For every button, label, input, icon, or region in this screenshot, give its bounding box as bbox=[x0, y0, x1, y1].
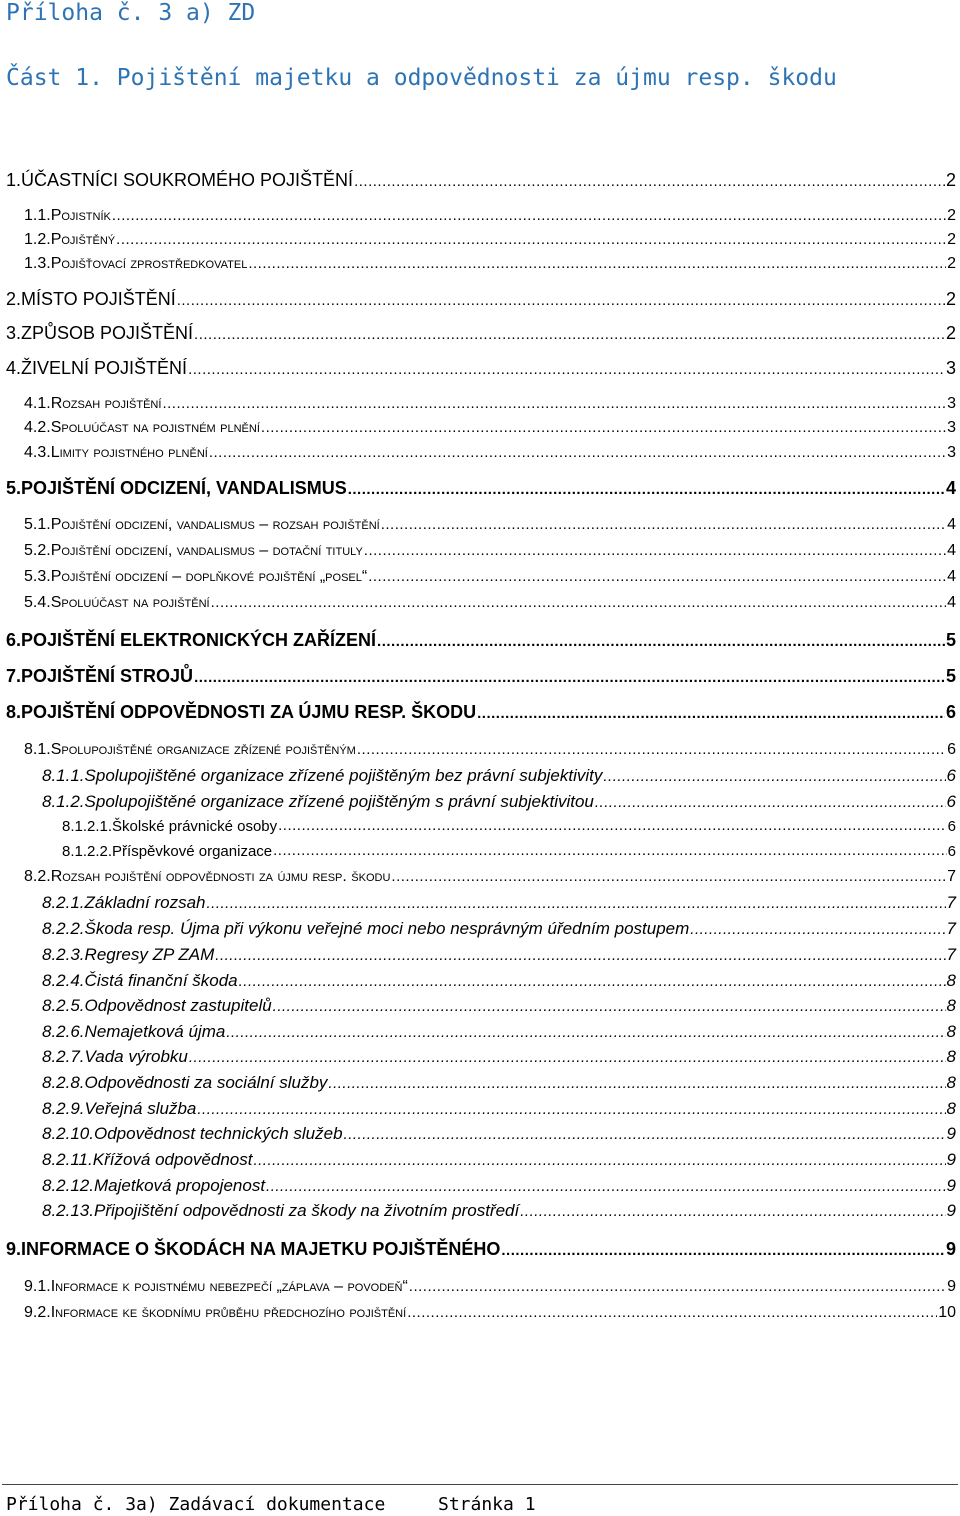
toc-entry[interactable] bbox=[24, 419, 956, 437]
toc-dot-leader bbox=[368, 569, 946, 586]
toc-entry-title: spoluúčast na pojistném plnění bbox=[50, 419, 260, 436]
toc-entry-page: 8 bbox=[946, 971, 956, 990]
toc-entry-page: 9 bbox=[946, 1176, 956, 1195]
toc-entry-title: Křížová odpovědnost bbox=[92, 1150, 253, 1169]
toc-entry-number: 5.4. bbox=[24, 594, 51, 611]
toc-dot-leader bbox=[194, 327, 945, 344]
toc-entry-page: 6 bbox=[947, 741, 956, 758]
toc-entry-title: Nemajetková újma bbox=[84, 1022, 226, 1041]
toc-dot-leader bbox=[501, 1243, 945, 1260]
toc-entry-number: 3. bbox=[6, 323, 22, 343]
toc-entry-page: 4 bbox=[947, 542, 956, 559]
toc-entry-number: 5.3. bbox=[24, 568, 51, 585]
toc-dot-leader bbox=[328, 1076, 945, 1093]
toc-entry-title: Odpovědnost technických služeb bbox=[94, 1124, 343, 1143]
toc-entry[interactable] bbox=[42, 893, 956, 913]
toc-dot-leader bbox=[477, 706, 945, 723]
toc-entry-number: 8.1.2.1. bbox=[62, 818, 113, 835]
toc-entry-title: rozsah pojištění odpovědnosti za újmu resp. škodu bbox=[50, 868, 391, 885]
toc-dot-leader bbox=[177, 293, 945, 310]
toc-entry[interactable] bbox=[42, 766, 956, 786]
toc-dot-leader bbox=[381, 517, 946, 534]
toc-entry[interactable] bbox=[62, 818, 956, 835]
toc-entry-page: 9 bbox=[945, 1239, 956, 1259]
toc-entry[interactable] bbox=[6, 478, 956, 499]
toc-entry[interactable] bbox=[42, 792, 956, 812]
toc-entry-number: 1.1. bbox=[24, 207, 51, 224]
toc-entry-title: Příspěvkové organizace bbox=[112, 843, 273, 860]
toc-entry-number: 8.2.3. bbox=[42, 945, 85, 964]
toc-entry-number: 5. bbox=[6, 478, 22, 498]
toc-entry-number: 4.1. bbox=[24, 395, 51, 412]
toc-entry-number: 8.2.4. bbox=[42, 971, 85, 990]
toc-dot-leader bbox=[194, 670, 945, 687]
toc-dot-leader bbox=[188, 362, 945, 379]
toc-dot-leader bbox=[197, 1102, 945, 1119]
toc-entry-number: 9.2. bbox=[24, 1304, 51, 1321]
toc-dot-leader bbox=[248, 256, 946, 273]
toc-entry-page: 6 bbox=[945, 702, 956, 722]
toc-entry-title: Odpovědnost zastupitelů bbox=[84, 996, 272, 1015]
toc-entry-page: 2 bbox=[947, 255, 956, 272]
toc-dot-leader bbox=[377, 634, 945, 651]
toc-entry-number: 6. bbox=[6, 630, 22, 650]
toc-dot-leader bbox=[116, 232, 946, 249]
toc-entry[interactable] bbox=[6, 1239, 956, 1260]
toc-entry-number: 9. bbox=[6, 1239, 22, 1259]
toc-dot-leader bbox=[162, 396, 946, 413]
toc-entry-number: 8.2.11. bbox=[42, 1150, 93, 1169]
toc-dot-leader bbox=[407, 1305, 937, 1322]
toc-entry-title: spolupojištěné organizace zřízené pojištěným bbox=[50, 741, 356, 758]
toc-entry[interactable] bbox=[24, 868, 956, 886]
toc-entry-page: 8 bbox=[946, 996, 956, 1015]
toc-entry[interactable] bbox=[24, 516, 956, 534]
toc-entry-title: Čistá finanční škoda bbox=[84, 971, 238, 990]
toc-entry-title: POJIŠTĚNÍ ELEKTRONICKÝCH ZAŘÍZENÍ bbox=[21, 630, 377, 650]
toc-entry-title: pojistník bbox=[50, 207, 111, 224]
toc-entry[interactable] bbox=[24, 207, 956, 225]
toc-entry-title: rozsah pojištění bbox=[50, 395, 162, 412]
toc-entry-title: Připojištění odpovědnosti za škody na životním prostředí bbox=[94, 1201, 520, 1220]
toc-entry-number: 8.2. bbox=[24, 868, 51, 885]
toc-dot-leader bbox=[595, 795, 946, 812]
toc-entry-page: 2 bbox=[945, 170, 956, 190]
toc-dot-leader bbox=[409, 1279, 946, 1296]
toc-entry[interactable] bbox=[42, 919, 956, 939]
toc-entry[interactable] bbox=[42, 1176, 956, 1196]
toc-entry-number: 8.2.2. bbox=[42, 919, 85, 938]
toc-entry-page: 3 bbox=[945, 358, 956, 378]
toc-entry-page: 4 bbox=[947, 568, 956, 585]
toc-entry-page: 6 bbox=[946, 792, 956, 811]
toc-dot-leader bbox=[226, 1025, 945, 1042]
toc-entry[interactable] bbox=[6, 702, 956, 723]
toc-entry[interactable] bbox=[24, 594, 956, 612]
toc-entry-page: 5 bbox=[945, 666, 956, 686]
toc-entry-title: POJIŠTĚNÍ ODCIZENÍ, VANDALISMUS bbox=[21, 478, 347, 498]
toc-entry-title: pojištění odcizení – doplňkové pojištění „posel“ bbox=[50, 568, 368, 585]
toc-entry-title: Školské právnické osoby bbox=[112, 818, 278, 835]
toc-entry-number: 8.2.12. bbox=[42, 1176, 94, 1195]
toc-entry[interactable] bbox=[42, 1047, 956, 1067]
toc-entry-page: 10 bbox=[938, 1304, 956, 1321]
toc-entry-page: 7 bbox=[946, 945, 956, 964]
toc-entry-page: 7 bbox=[946, 919, 956, 938]
toc-entry-page: 7 bbox=[947, 868, 956, 885]
toc-entry-page: 8 bbox=[946, 1022, 956, 1041]
toc-dot-leader bbox=[278, 818, 947, 835]
toc-entry-number: 5.2. bbox=[24, 542, 51, 559]
footer-document-name: Příloha č. 3a) Zadávací dokumentace bbox=[6, 1494, 386, 1515]
toc-entry-number: 8.2.1. bbox=[42, 893, 85, 912]
toc-entry-number: 4.3. bbox=[24, 444, 51, 461]
toc-entry[interactable] bbox=[6, 170, 956, 191]
toc-entry-page: 4 bbox=[947, 516, 956, 533]
toc-entry-page: 5 bbox=[945, 630, 956, 650]
toc-entry[interactable] bbox=[24, 542, 956, 560]
toc-entry-page: 2 bbox=[945, 289, 956, 309]
toc-dot-leader bbox=[354, 174, 945, 191]
toc-entry-title: ZPŮSOB POJIŠTĚNÍ bbox=[21, 323, 194, 343]
toc-entry-number: 1.2. bbox=[24, 231, 51, 248]
toc-entry-title: pojištění odcizení, vandalismus – dotační tituly bbox=[50, 542, 363, 559]
toc-dot-leader bbox=[391, 869, 946, 886]
toc-entry-page: 6 bbox=[947, 843, 956, 860]
toc-entry[interactable] bbox=[6, 666, 956, 687]
toc-entry[interactable] bbox=[24, 568, 956, 586]
toc-entry-title: informace ke škodnímu průběhu předchozího pojištění bbox=[50, 1304, 407, 1321]
toc-entry-title: informace k pojistnému nebezpečí „záplava – povodeň“ bbox=[50, 1278, 408, 1295]
toc-entry[interactable] bbox=[6, 358, 956, 379]
toc-entry-page: 2 bbox=[947, 231, 956, 248]
toc-entry-title: INFORMACE O ŠKODÁCH NA MAJETKU POJIŠTĚNÉHO bbox=[21, 1239, 501, 1259]
toc-entry-title: Veřejná služba bbox=[84, 1099, 197, 1118]
toc-entry[interactable] bbox=[42, 996, 956, 1016]
toc-entry-number: 2. bbox=[6, 289, 22, 309]
toc-entry-page: 8 bbox=[946, 1099, 956, 1118]
toc-entry-title: POJIŠTĚNÍ STROJŮ bbox=[21, 666, 194, 686]
annex-title: Příloha č. 3 a) ZD bbox=[6, 0, 256, 26]
toc-entry-page: 2 bbox=[945, 323, 956, 343]
toc-dot-leader bbox=[112, 208, 946, 225]
toc-entry-title: POJIŠTĚNÍ ODPOVĚDNOSTI ZA ÚJMU RESP. ŠKODU bbox=[21, 702, 477, 722]
toc-dot-leader bbox=[253, 1153, 945, 1170]
toc-dot-leader bbox=[344, 1127, 946, 1144]
toc-dot-leader bbox=[189, 1050, 946, 1067]
toc-entry-number: 8. bbox=[6, 702, 22, 722]
footer-page-number: Stránka 1 bbox=[438, 1494, 536, 1515]
toc-dot-leader bbox=[357, 742, 946, 759]
footer-divider bbox=[2, 1484, 958, 1485]
toc-entry-number: 1.3. bbox=[24, 255, 51, 272]
toc-entry[interactable] bbox=[6, 289, 956, 310]
toc-entry-number: 8.2.8. bbox=[42, 1073, 85, 1092]
toc-entry-number: 8.1.2. bbox=[42, 792, 85, 811]
toc-entry[interactable] bbox=[24, 231, 956, 249]
toc-entry[interactable] bbox=[6, 323, 956, 344]
toc-entry[interactable] bbox=[42, 945, 956, 965]
toc-entry-page: 9 bbox=[946, 1201, 956, 1220]
toc-entry-page: 6 bbox=[947, 818, 956, 835]
toc-entry-number: 8.1.1. bbox=[42, 766, 85, 785]
toc-entry-number: 8.2.13. bbox=[42, 1201, 94, 1220]
toc-entry-title: ÚČASTNÍCI SOUKROMÉHO POJIŠTĚNÍ bbox=[21, 170, 354, 190]
toc-entry-page: 3 bbox=[947, 444, 956, 461]
toc-entry-number: 4. bbox=[6, 358, 22, 378]
toc-dot-leader bbox=[603, 769, 945, 786]
toc-dot-leader bbox=[261, 420, 946, 437]
toc-entry-number: 8.2.6. bbox=[42, 1022, 85, 1041]
toc-entry-number: 5.1. bbox=[24, 516, 51, 533]
toc-entry-title: Odpovědnosti za sociální služby bbox=[84, 1073, 328, 1092]
toc-dot-leader bbox=[209, 445, 946, 462]
toc-entry-number: 4.2. bbox=[24, 419, 51, 436]
toc-entry-number: 8.2.5. bbox=[42, 996, 85, 1015]
toc-entry-page: 9 bbox=[947, 1278, 956, 1295]
toc-entry-number: 7. bbox=[6, 666, 22, 686]
toc-dot-leader bbox=[239, 974, 946, 991]
toc-entry[interactable] bbox=[42, 1124, 956, 1144]
toc-entry-title: pojištěný bbox=[50, 231, 116, 248]
toc-entry-title: MÍSTO POJIŠTĚNÍ bbox=[21, 289, 176, 309]
toc-entry-number: 9.1. bbox=[24, 1278, 51, 1295]
toc-entry[interactable] bbox=[24, 255, 956, 273]
toc-dot-leader bbox=[348, 482, 945, 499]
toc-entry-title: spoluúčast na pojištění bbox=[50, 594, 210, 611]
toc-entry-number: 1. bbox=[6, 170, 22, 190]
toc-entry[interactable] bbox=[42, 1150, 956, 1170]
toc-entry[interactable] bbox=[24, 1278, 956, 1296]
toc-entry-number: 8.2.9. bbox=[42, 1099, 85, 1118]
toc-dot-leader bbox=[520, 1204, 945, 1221]
toc-dot-leader bbox=[273, 999, 946, 1016]
toc-entry-title: ŽIVELNÍ POJIŠTĚNÍ bbox=[21, 358, 188, 378]
toc-entry-page: 9 bbox=[946, 1124, 956, 1143]
toc-entry-title: Regresy ZP ZAM bbox=[84, 945, 215, 964]
toc-entry-number: 8.1. bbox=[24, 741, 51, 758]
toc-entry-page: 2 bbox=[947, 207, 956, 224]
toc-entry-title: Majetková propojenost bbox=[94, 1176, 266, 1195]
toc-entry[interactable] bbox=[42, 1099, 956, 1119]
toc-entry-title: Škoda resp. Újma při výkonu veřejné moci nebo nesprávným úředním postupem bbox=[84, 919, 690, 938]
toc-entry[interactable] bbox=[42, 1073, 956, 1093]
toc-dot-leader bbox=[211, 595, 946, 612]
toc-entry-page: 6 bbox=[946, 766, 956, 785]
toc-entry-page: 3 bbox=[947, 395, 956, 412]
toc-entry[interactable] bbox=[62, 843, 956, 860]
toc-entry-page: 9 bbox=[946, 1150, 956, 1169]
toc-entry-title: Vada výrobku bbox=[84, 1047, 188, 1066]
toc-dot-leader bbox=[364, 543, 946, 560]
toc-entry[interactable] bbox=[6, 630, 956, 651]
toc-entry[interactable] bbox=[24, 395, 956, 413]
part-title: Část 1. Pojištění majetku a odpovědnosti za újmu resp. škodu bbox=[6, 65, 837, 91]
toc-entry-title: Základní rozsah bbox=[84, 893, 206, 912]
toc-entry-title: limity pojistného plnění bbox=[50, 444, 208, 461]
toc-entry-page: 8 bbox=[946, 1047, 956, 1066]
toc-entry[interactable] bbox=[42, 1201, 956, 1221]
toc-entry-number: 8.2.10. bbox=[42, 1124, 94, 1143]
toc-dot-leader bbox=[215, 948, 945, 965]
toc-entry-title: pojišťovací zprostředkovatel bbox=[50, 255, 248, 272]
toc-entry-title: Spolupojištěné organizace zřízené pojištěným s právní subjektivitou bbox=[84, 792, 594, 811]
toc-entry-page: 4 bbox=[947, 594, 956, 611]
toc-entry-number: 8.2.7. bbox=[42, 1047, 85, 1066]
toc-entry-number: 8.1.2.2. bbox=[62, 843, 113, 860]
toc-dot-leader bbox=[273, 843, 947, 860]
toc-entry-title: Spolupojištěné organizace zřízené pojištěným bez právní subjektivity bbox=[84, 766, 603, 785]
toc-entry[interactable] bbox=[24, 741, 956, 759]
toc-entry-page: 3 bbox=[947, 419, 956, 436]
toc-dot-leader bbox=[207, 896, 946, 913]
toc-entry-page: 7 bbox=[946, 893, 956, 912]
toc-entry[interactable] bbox=[24, 444, 956, 462]
toc-entry[interactable] bbox=[24, 1304, 956, 1322]
toc-entry[interactable] bbox=[42, 971, 956, 991]
toc-dot-leader bbox=[690, 922, 945, 939]
toc-entry-page: 4 bbox=[945, 478, 956, 498]
toc-dot-leader bbox=[266, 1179, 945, 1196]
toc-entry-page: 8 bbox=[946, 1073, 956, 1092]
toc-entry-title: pojištění odcizení, vandalismus – rozsah pojištění bbox=[50, 516, 380, 533]
toc-entry[interactable] bbox=[42, 1022, 956, 1042]
